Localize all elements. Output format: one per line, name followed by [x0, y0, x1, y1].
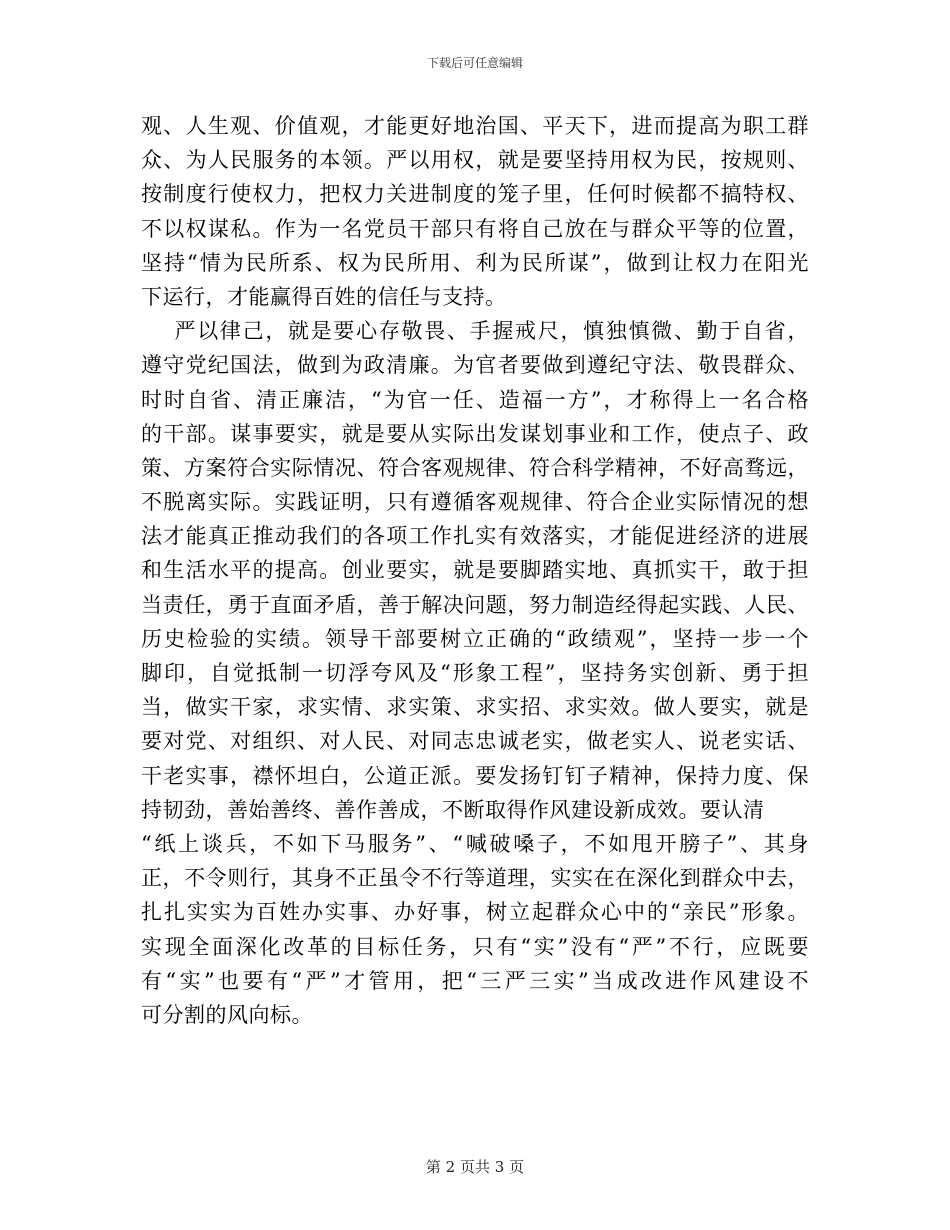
text-line: 按制度行使权力，把权力关进制度的笼子里，任何时候都不搞特权、 — [141, 182, 809, 207]
text-line: 历史检验的实绩。领导干部要树立正确的“政绩观”，坚持一步一个 — [141, 626, 809, 651]
text-line: 正，不令则行，其身不正虽令不行等道理，实实在在深化到群众中去， — [141, 866, 809, 891]
text-line: 要对党、对组织、对人民、对同志忠诚老实，做老实人、说老实话、 — [141, 729, 809, 754]
text-line: 干老实事，襟怀坦白，公道正派。要发扬钉钉子精神，保持力度、保 — [141, 763, 809, 788]
text-line: 脚印，自觉抵制一切浮夸风及“形象工程”，坚持务实创新、勇于担 — [141, 661, 809, 685]
paragraph-start-line: 严以律己，就是要心存敬畏、手握戒尺，慎独慎微、勤于自省， — [141, 319, 809, 344]
text-line: 持韧劲，善始善终、善作善成，不断取得作风建设新成效。要认清 — [141, 797, 765, 822]
text-line: 扎扎实实为百姓办实事、办好事，树立起群众心中的“亲民”形象。 — [141, 900, 809, 925]
text-line: 时时自省、清正廉洁，“为官一任、造福一方”，才称得上一名合格 — [141, 387, 809, 412]
page-number: 第 2 页共 3 页 — [425, 1158, 525, 1176]
text-line: 众、为人民服务的本领。严以用权，就是要坚持用权为民，按规则、 — [141, 148, 809, 173]
text-line: 可分割的风向标。 — [141, 1002, 313, 1027]
text-line: 和生活水平的提高。创业要实，就是要脚踏实地、真抓实干，敢于担 — [141, 558, 809, 583]
text-line: 的干部。谋事要实，就是要从实际出发谋划事业和工作，使点子、政 — [141, 421, 809, 446]
text-line: 下运行，才能赢得百姓的信任与支持。 — [141, 284, 507, 309]
text-line: 坚持“情为民所系、权为民所用、利为民所谋”，做到让权力在阳光 — [141, 250, 809, 275]
text-line: 法才能真正推动我们的各项工作扎实有效落实，才能促进经济的进展 — [141, 524, 809, 549]
text-line: 有“实”也要有“严”才管用，把“三严三实”当成改进作风建设不 — [141, 968, 809, 993]
text-line: 当责任，勇于直面矛盾，善于解决问题，努力制造经得起实践、人民、 — [141, 592, 809, 617]
text-line: “纸上谈兵，不如下马服务”、“喊破嗓子，不如甩开膀子”、其身 — [141, 831, 809, 856]
text-line: 不以权谋私。作为一名党员干部只有将自己放在与群众平等的位置， — [141, 216, 809, 241]
text-line: 当，做实干家，求实情、求实策、求实招、求实效。做人要实，就是 — [141, 695, 809, 720]
text-line: 策、方案符合实际情况、符合客观规律、符合科学精神，不好高骛远， — [141, 455, 809, 480]
text-line: 观、人生观、价值观，才能更好地治国、平天下，进而提高为职工群 — [141, 114, 809, 138]
text-line: 实现全面深化改革的目标任务，只有“实”没有“严”不行，应既要 — [141, 934, 809, 959]
text-line: 不脱离实际。实践证明，只有遵循客观规律、符合企业实际情况的想 — [141, 490, 809, 515]
text-line: 遵守党纪国法，做到为政清廉。为官者要做到遵纪守法、敬畏群众、 — [141, 353, 809, 378]
page-header-note: 下载后可任意编辑 — [426, 56, 523, 70]
document-body — [141, 109, 809, 1032]
